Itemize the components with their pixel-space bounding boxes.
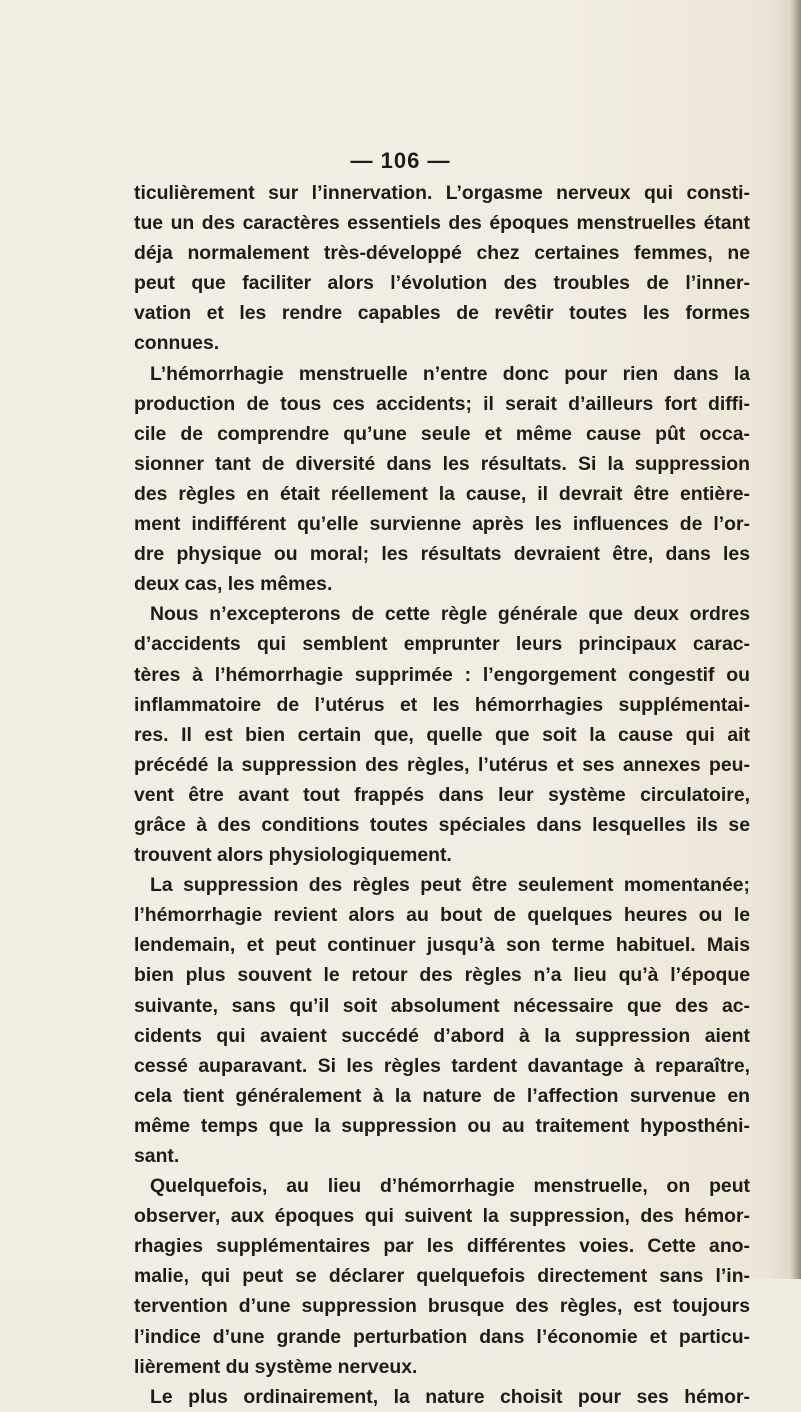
paragraph bbox=[134, 359, 750, 600]
text-line: d’accidents qui semblent emprunter leurs principaux carac- bbox=[134, 633, 750, 656]
text-line: l’hémorrhagie revient alors au bout de quelques heures ou le bbox=[134, 904, 750, 927]
text-line: cile de comprendre qu’une seule et même cause pût occa- bbox=[134, 422, 750, 445]
text-line: sionner tant de diversité dans les résultats. Si la suppression bbox=[134, 452, 750, 475]
page-number: — 106 — bbox=[350, 148, 451, 173]
text-line: malie, qui peut se déclarer quelquefois directement sans l’in- bbox=[134, 1265, 750, 1288]
text-line: précédé la suppression des règles, l’utérus et ses annexes peu- bbox=[134, 753, 750, 776]
text-line: lièrement du système nerveux. bbox=[134, 1355, 418, 1378]
paragraph bbox=[134, 870, 750, 1171]
text-line: rhagies supplémentaires par les différentes voies. Cette ano- bbox=[134, 1235, 750, 1258]
text-line: Le plus ordinairement, la nature choisit pour ses hémor- bbox=[150, 1385, 750, 1408]
paragraph bbox=[134, 1171, 750, 1382]
text-line: vent être avant tout frappés dans leur système circulatoire, bbox=[134, 783, 750, 806]
text-line: déja normalement très-développé chez certaines femmes, ne bbox=[134, 242, 750, 265]
text-line: cessé auparavant. Si les règles tardent davantage à reparaître, bbox=[134, 1054, 750, 1077]
text-line: bien plus souvent le retour des règles n’a lieu qu’à l’époque bbox=[134, 964, 750, 987]
text-line: ment indifférent qu’elle survienne après les influences de l’or- bbox=[134, 513, 750, 536]
text-line: dre physique ou moral; les résultats devraient être, dans les bbox=[134, 543, 750, 566]
text-line: connues. bbox=[134, 332, 220, 355]
text-line: res. Il est bien certain que, quelle que soit la cause qui ait bbox=[134, 723, 750, 746]
paragraph bbox=[134, 1382, 750, 1412]
text-line: Quelquefois, au lieu d’hémorrhagie menstruelle, on peut bbox=[150, 1175, 750, 1198]
text-line: peut que faciliter alors l’évolution des troubles de l’inner- bbox=[134, 272, 750, 295]
text-line: production de tous ces accidents; il serait d’ailleurs fort diffi- bbox=[134, 392, 750, 415]
page-edge-shadow bbox=[789, 0, 801, 1279]
text-line: cela tient généralement à la nature de l’affection survenue en bbox=[134, 1084, 750, 1107]
text-line: des règles en était réellement la cause, il devrait être entière- bbox=[134, 482, 750, 505]
text-line: L’hémorrhagie menstruelle n’entre donc pour rien dans la bbox=[150, 362, 750, 385]
text-line: tervention d’une suppression brusque des règles, est toujours bbox=[134, 1295, 750, 1318]
text-line: cidents qui avaient succédé d’abord à la suppression aient bbox=[134, 1024, 750, 1047]
text-line: tères à l’hémorrhagie supprimée : l’engorgement congestif ou bbox=[134, 663, 750, 686]
text-line: l’indice d’une grande perturbation dans l’économie et particu- bbox=[134, 1325, 750, 1348]
text-line: observer, aux époques qui suivent la suppression, des hémor- bbox=[134, 1205, 750, 1228]
text-line: même temps que la suppression ou au traitement hyposthéni- bbox=[134, 1114, 750, 1137]
body-text bbox=[134, 178, 750, 1412]
text-line: deux cas, les mêmes. bbox=[134, 573, 333, 596]
text-line: lendemain, et peut continuer jusqu’à son terme habituel. Mais bbox=[134, 934, 750, 957]
text-line: vation et les rendre capables de revêtir toutes les formes bbox=[134, 302, 750, 325]
text-line: suivante, sans qu’il soit absolument nécessaire que des ac- bbox=[134, 994, 750, 1017]
paragraph bbox=[134, 178, 750, 359]
text-line: ticulièrement sur l’innervation. L’orgasme nerveux qui consti- bbox=[134, 182, 750, 204]
text-line: La suppression des règles peut être seulement momentanée; bbox=[150, 874, 750, 897]
text-line: tue un des caractères essentiels des époques menstruelles étant bbox=[134, 212, 750, 235]
text-line: trouvent alors physiologiquement. bbox=[134, 844, 452, 867]
text-line: inflammatoire de l’utérus et les hémorrhagies supplémentai- bbox=[134, 693, 750, 716]
text-line: grâce à des conditions toutes spéciales dans lesquelles ils se bbox=[134, 813, 750, 836]
paragraph bbox=[134, 599, 750, 870]
text-line: Nous n’excepterons de cette règle générale que deux ordres bbox=[150, 603, 750, 626]
text-line: sant. bbox=[134, 1145, 180, 1167]
